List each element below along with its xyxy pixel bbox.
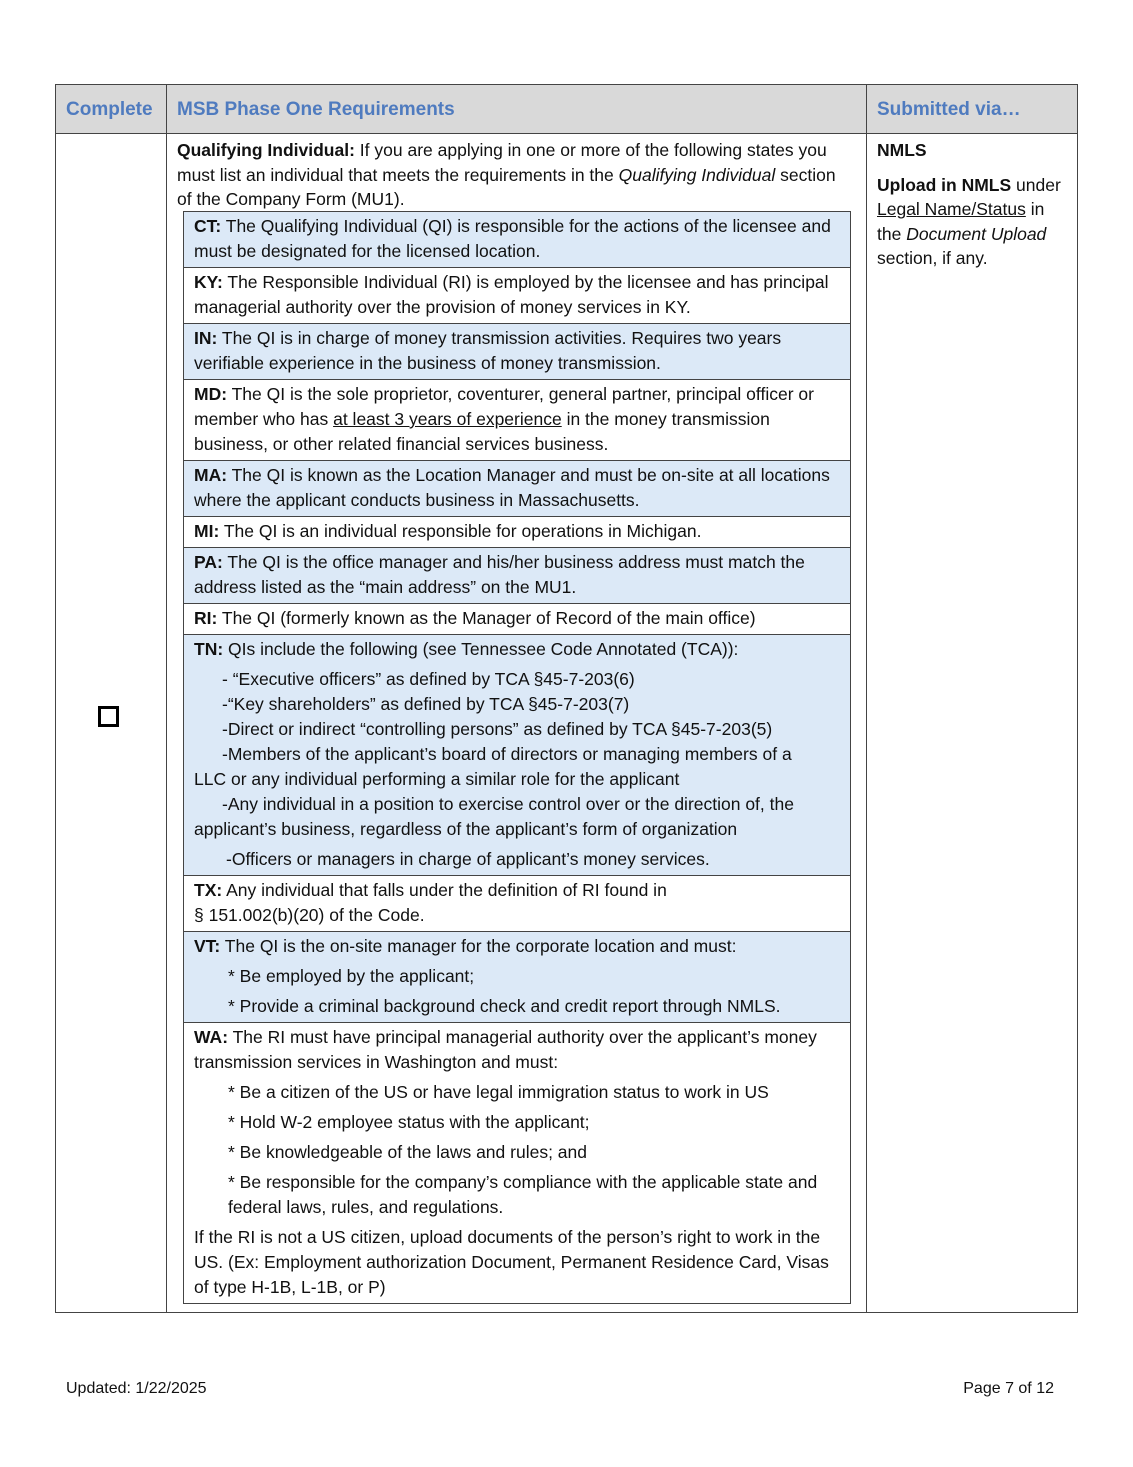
- state-code: VT:: [194, 936, 221, 956]
- upload-text: under: [1011, 174, 1061, 195]
- state-code: WA:: [194, 1027, 229, 1047]
- state-row-in: [184, 324, 850, 380]
- state-row-ri: [184, 604, 850, 635]
- state-row-pa: [184, 548, 850, 604]
- state-code: MA:: [194, 465, 228, 485]
- state-code: RI:: [194, 608, 218, 628]
- vt-item: * Be employed by the applicant;: [228, 966, 475, 986]
- state-text: The QI is the office manager and his/her business address must match the address listed as the “main address” on the MU1.: [194, 552, 805, 597]
- header-requirements: [167, 85, 867, 134]
- column-divider: [866, 134, 867, 1312]
- intro-bold: Qualifying Individual:: [177, 140, 355, 160]
- tn-item: - “Executive officers” as defined by TCA §45-7-203(6): [222, 669, 635, 689]
- state-text: The QI (formerly known as the Manager of Record of the main office): [217, 608, 756, 628]
- wa-item: * Be responsible for the company’s compliance with the applicable state and federal laws, rules, and regulations.: [228, 1172, 818, 1217]
- state-code: KY:: [194, 272, 223, 292]
- header-submitted: [867, 85, 1077, 134]
- state-requirements-table: [183, 211, 851, 1304]
- state-text: The Qualifying Individual (QI) is responsible for the actions of the licensee and must be designated for the licensed location.: [194, 216, 831, 261]
- tn-item: -“Key shareholders” as defined by TCA §45-7-203(7): [222, 694, 630, 714]
- tn-item: applicant’s business, regardless of the applicant’s form of organization: [194, 819, 738, 839]
- wa-item: * Be a citizen of the US or have legal immigration status to work in US: [228, 1082, 769, 1102]
- state-row-tn: [184, 635, 850, 876]
- updated-date: Updated: 1/22/2025: [66, 1380, 207, 1397]
- wa-note: If the RI is not a US citizen, upload documents of the person’s right to work in the US. (Ex: Employment authorization Document, Permanent Residence Card, Visas of type H-1B, L-1B, or P): [194, 1227, 829, 1297]
- upload-text: section, if any.: [877, 248, 988, 268]
- legal-name-status-link: Legal Name/Status: [877, 199, 1026, 219]
- state-text: in the money transmission business, or other related financial services business.: [194, 409, 770, 454]
- state-text: The RI must have principal managerial authority over the applicant’s money transmission services in Washington and must:: [194, 1027, 817, 1072]
- state-text: The QI is the on-site manager for the corporate location and must:: [220, 936, 737, 956]
- header-complete-label: Complete: [66, 99, 153, 120]
- page-number: Page 7 of 12: [963, 1380, 1054, 1397]
- state-row-md: [184, 380, 850, 461]
- state-row-ct: [184, 212, 850, 268]
- state-code: TX:: [194, 880, 223, 900]
- intro-text-end: section of the Company Form (MU1).: [177, 164, 836, 209]
- intro-text: If you are applying in one or more of the following states you must list an individual that meets the requirements in the: [177, 140, 827, 185]
- state-row-ky: [184, 268, 850, 324]
- tn-item: -Direct or indirect “controlling persons” as defined by TCA §45-7-203(5): [222, 719, 773, 739]
- state-row-vt: [184, 932, 850, 1023]
- tn-item: LLC or any individual performing a similar role for the applicant: [194, 769, 680, 789]
- tn-item: -Members of the applicant’s board of directors or managing members of a: [222, 744, 792, 764]
- state-text: The QI is in charge of money transmission activities. Requires two years verifiable experience in the business of money transmission.: [194, 328, 782, 373]
- state-row-mi: [184, 517, 850, 548]
- state-row-wa: [184, 1023, 850, 1303]
- submission-method: NMLS: [877, 140, 927, 160]
- state-text: § 151.002(b)(20) of the Code.: [194, 905, 425, 925]
- state-code: PA:: [194, 552, 223, 572]
- header-complete: [56, 85, 167, 134]
- header-requirements-label: MSB Phase One Requirements: [177, 99, 455, 120]
- wa-item: * Be knowledgeable of the laws and rules; and: [228, 1142, 587, 1162]
- tn-item: -Officers or managers in charge of applicant’s money services.: [226, 849, 710, 869]
- state-code: IN:: [194, 328, 218, 348]
- state-text: The QI is known as the Location Manager and must be on-site at all locations where the applicant conducts business in Massachusetts.: [194, 465, 830, 510]
- header-submitted-label: Submitted via…: [877, 99, 1021, 120]
- state-text: The QI is an individual responsible for operations in Michigan.: [219, 521, 702, 541]
- tn-item: -Any individual in a position to exercise control over or the direction of, the: [222, 794, 794, 814]
- qualifying-individual-intro: [177, 138, 847, 212]
- submitted-via-cell: [877, 138, 1072, 271]
- state-code: MI:: [194, 521, 220, 541]
- wa-item: * Hold W-2 employee status with the applicant;: [228, 1112, 590, 1132]
- state-code: CT:: [194, 216, 222, 236]
- state-text: The QI is the sole proprietor, coventurer, general partner, principal officer or member who has: [194, 384, 814, 429]
- state-text: The Responsible Individual (RI) is employed by the licensee and has principal managerial authority over the provision of money services in KY.: [194, 272, 829, 317]
- state-text: QIs include the following (see Tennessee Code Annotated (TCA)):: [223, 639, 739, 659]
- complete-checkbox[interactable]: [98, 706, 119, 727]
- upload-bold: Upload in NMLS: [877, 174, 1012, 195]
- state-row-tx: [184, 876, 850, 932]
- state-text: Any individual that falls under the definition of RI found in: [222, 880, 667, 900]
- state-code: MD:: [194, 384, 228, 404]
- upload-text: in the: [877, 199, 1045, 244]
- vt-item: * Provide a criminal background check and credit report through NMLS.: [228, 996, 781, 1016]
- experience-underline: at least 3 years of experience: [333, 409, 562, 429]
- intro-italic: Qualifying Individual: [618, 164, 776, 185]
- column-divider: [166, 134, 167, 1312]
- document-upload-italic: Document Upload: [906, 223, 1047, 244]
- state-code: TN:: [194, 639, 224, 659]
- state-row-ma: [184, 461, 850, 517]
